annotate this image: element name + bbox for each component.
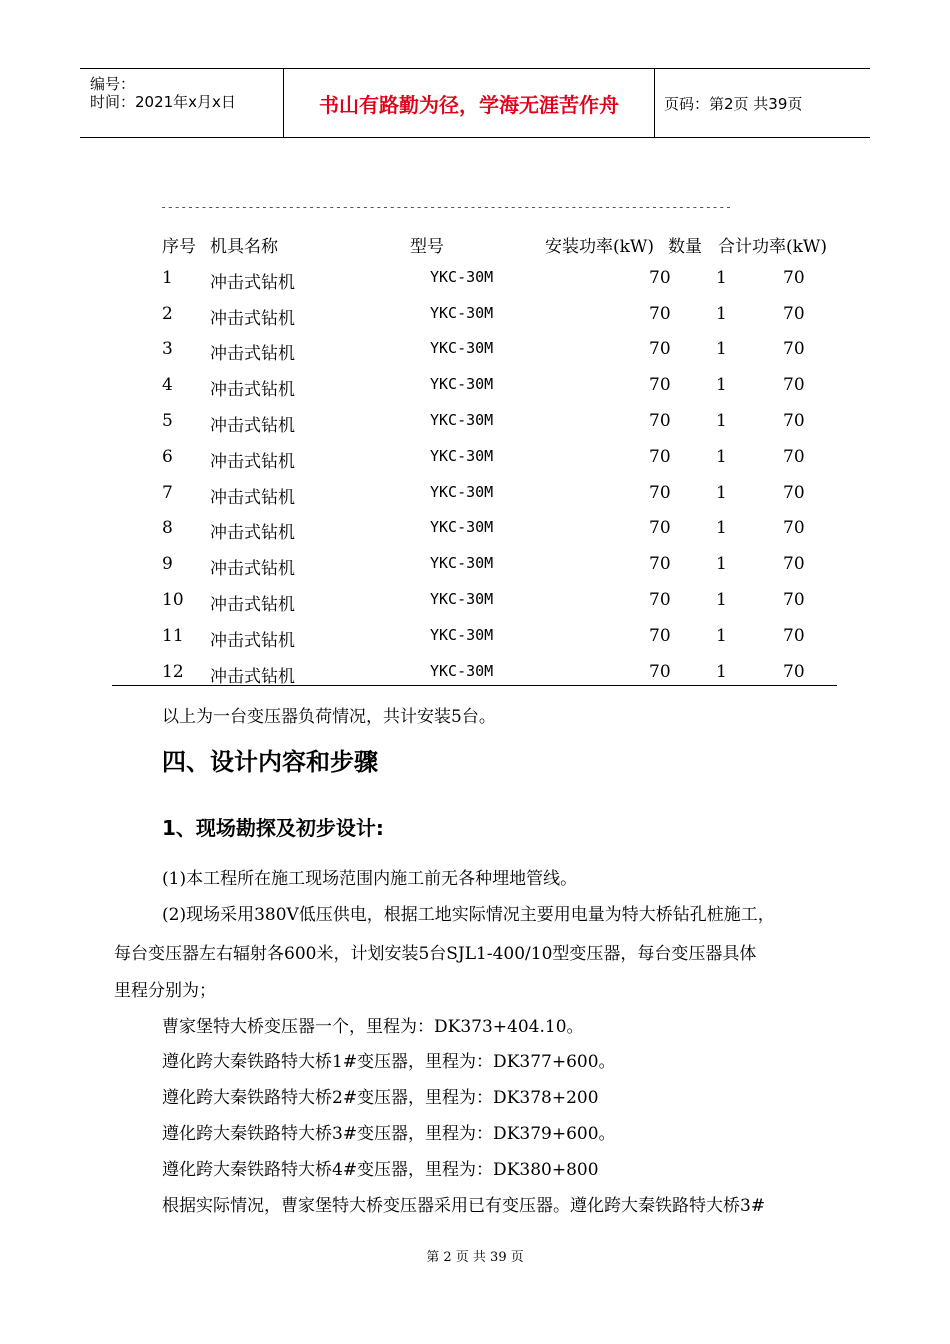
cell-name: 冲击式钻机 (210, 523, 295, 544)
col-header-name: 机具名称 (210, 237, 278, 257)
cell-total: 70 (783, 625, 805, 646)
cell-qty: 1 (716, 554, 727, 575)
cell-qty: 1 (716, 267, 727, 288)
cell-total: 70 (783, 303, 805, 324)
cell-name: 冲击式钻机 (210, 630, 295, 651)
cell-no: 7 (162, 482, 173, 503)
cell-qty: 1 (716, 410, 727, 431)
cell-model: YKC-30M (430, 661, 494, 680)
location-4: 遵化跨大秦铁路特大桥3#变压器，里程为：DK379+600。 (162, 1124, 616, 1144)
location-1: 曹家堡特大桥变压器一个，里程为：DK373+404.10。 (162, 1017, 584, 1037)
cell-total: 70 (783, 375, 805, 396)
header-motto: 书山有路勤为径，学海无涯苦作舟 (284, 69, 655, 137)
cell-no: 11 (162, 625, 184, 646)
col-header-power: 安装功率(kW) (545, 237, 655, 257)
cell-no: 12 (162, 661, 184, 682)
cell-no: 8 (162, 518, 173, 539)
cell-model: YKC-30M (430, 339, 494, 358)
cell-name: 冲击式钻机 (210, 415, 295, 436)
table-header-row (112, 226, 837, 262)
cell-power: 70 (649, 554, 671, 575)
cell-power: 70 (649, 661, 671, 682)
table-bottom-rule (112, 685, 837, 686)
table-row (112, 477, 837, 513)
cell-model: YKC-30M (430, 625, 494, 644)
equipment-table (112, 226, 837, 691)
page-header (80, 68, 870, 138)
cell-total: 70 (783, 482, 805, 503)
cell-qty: 1 (716, 625, 727, 646)
cell-model: YKC-30M (430, 554, 494, 573)
cell-total: 70 (783, 267, 805, 288)
location-5: 遵化跨大秦铁路特大桥4#变压器，里程为：DK380+800 (162, 1160, 599, 1180)
col-header-model: 型号 (410, 237, 444, 257)
cell-power: 70 (649, 625, 671, 646)
cell-power: 70 (649, 518, 671, 539)
cell-name: 冲击式钻机 (210, 594, 295, 615)
cell-power: 70 (649, 267, 671, 288)
cell-name: 冲击式钻机 (210, 559, 295, 580)
cell-no: 10 (162, 589, 184, 610)
table-row (112, 333, 837, 369)
cell-power: 70 (649, 446, 671, 467)
cell-model: YKC-30M (430, 482, 494, 501)
cell-total: 70 (783, 554, 805, 575)
cell-qty: 1 (716, 303, 727, 324)
subsection-title: 1、现场勘探及初步设计: (162, 816, 384, 840)
cell-name: 冲击式钻机 (210, 487, 295, 508)
paragraph-2-line-3: 里程分别为； (114, 981, 216, 1001)
cell-no: 1 (162, 267, 173, 288)
cell-no: 6 (162, 446, 173, 467)
cell-model: YKC-30M (430, 589, 494, 608)
cell-qty: 1 (716, 375, 727, 396)
cell-model: YKC-30M (430, 518, 494, 537)
cell-qty: 1 (716, 446, 727, 467)
cell-no: 9 (162, 554, 173, 575)
table-row (112, 512, 837, 548)
cell-model: YKC-30M (430, 375, 494, 394)
cell-power: 70 (649, 375, 671, 396)
cell-power: 70 (649, 589, 671, 610)
table-row (112, 262, 837, 298)
cell-name: 冲击式钻机 (210, 272, 295, 293)
table-row (112, 298, 837, 334)
cell-qty: 1 (716, 339, 727, 360)
paragraph-2-line-2: 每台变压器左右辐射各600米，计划安装5台SJL1-400/10型变压器，每台变压器具体 (114, 944, 757, 964)
col-header-qty: 数量 (668, 237, 702, 257)
cell-total: 70 (783, 518, 805, 539)
table-row (112, 441, 837, 477)
cell-power: 70 (649, 410, 671, 431)
table-row (112, 584, 837, 620)
dashed-separator: ------------------------------------------------------------------------------------- (160, 200, 732, 214)
cell-total: 70 (783, 339, 805, 360)
cell-name: 冲击式钻机 (210, 380, 295, 401)
cell-name: 冲击式钻机 (210, 308, 295, 329)
cell-model: YKC-30M (430, 303, 494, 322)
cell-no: 2 (162, 303, 173, 324)
location-2: 遵化跨大秦铁路特大桥1#变压器，里程为：DK377+600。 (162, 1052, 616, 1072)
cell-name: 冲击式钻机 (210, 451, 295, 472)
paragraph-2-line-1: (2)现场采用380V低压供电，根据工地实际情况主要用电量为特大桥钻孔桩施工， (162, 905, 775, 925)
paragraph-last: 根据实际情况，曹家堡特大桥变压器采用已有变压器。遵化跨大秦铁路特大桥3# (162, 1196, 766, 1216)
paragraph-1: (1)本工程所在施工现场范围内施工前无各种埋地管线。 (162, 869, 578, 889)
col-header-no: 序号 (162, 237, 196, 257)
document-time-label: 时间：2021年x月x日 (90, 93, 236, 111)
section-title: 四、设计内容和步骤 (162, 748, 378, 776)
cell-qty: 1 (716, 518, 727, 539)
cell-power: 70 (649, 339, 671, 360)
cell-model: YKC-30M (430, 446, 494, 465)
cell-total: 70 (783, 446, 805, 467)
table-row (112, 548, 837, 584)
cell-power: 70 (649, 303, 671, 324)
cell-no: 3 (162, 339, 173, 360)
cell-model: YKC-30M (430, 267, 494, 286)
location-3: 遵化跨大秦铁路特大桥2#变压器，里程为：DK378+200 (162, 1088, 599, 1108)
cell-power: 70 (649, 482, 671, 503)
cell-model: YKC-30M (430, 410, 494, 429)
cell-name: 冲击式钻机 (210, 344, 295, 365)
header-page-info: 页码：第2页 共39页 (664, 94, 803, 113)
table-row (112, 620, 837, 656)
cell-qty: 1 (716, 482, 727, 503)
page-footer: 第 2 页 共 39 页 (426, 1250, 524, 1265)
col-header-total: 合计功率(kW) (718, 237, 828, 257)
table-row (112, 369, 837, 405)
cell-no: 4 (162, 375, 173, 396)
cell-qty: 1 (716, 589, 727, 610)
cell-name: 冲击式钻机 (210, 666, 295, 687)
cell-total: 70 (783, 661, 805, 682)
table-row (112, 405, 837, 441)
cell-total: 70 (783, 410, 805, 431)
cell-qty: 1 (716, 661, 727, 682)
header-meta-cell (80, 69, 284, 137)
summary-text: 以上为一台变压器负荷情况，共计安装5台。 (162, 707, 496, 727)
document-number-label: 编号： (90, 75, 136, 93)
cell-total: 70 (783, 589, 805, 610)
cell-no: 5 (162, 410, 173, 431)
